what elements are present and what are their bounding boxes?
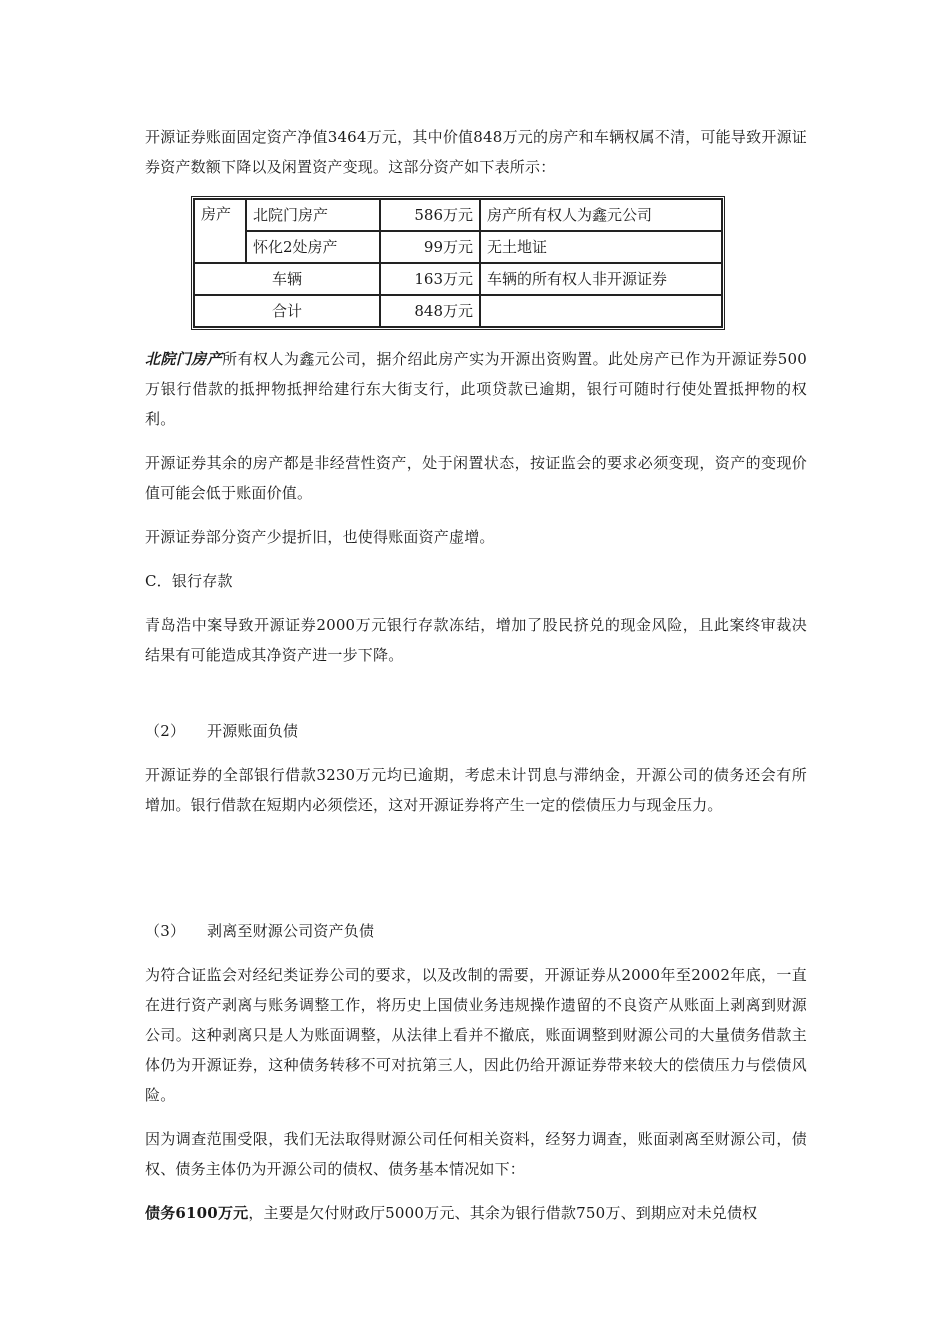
- table-row: [194, 263, 722, 295]
- paragraph-text: ，主要是欠付财政厅5000万元、其余为银行借款750万、到期应对未兑债权: [248, 1204, 758, 1222]
- total-label-cell: 合计: [194, 295, 380, 327]
- item-cell: 怀化2处房产: [246, 231, 380, 263]
- paragraph-scope-limited: 因为调查范围受限，我们无法取得财源公司任何相关资料，经努力调查，账面剥离至财源公司，债权、债务主体仍为开源公司的债权、债务基本情况如下：: [145, 1130, 807, 1178]
- heading-bank-deposits: C．银行存款: [145, 572, 233, 590]
- paragraph-depreciation: 开源证券部分资产少提折旧，也使得账面资产虚增。: [145, 528, 495, 546]
- paragraph-deposits-frozen: 青岛浩中案导致开源证券2000万元银行存款冻结，增加了股民挤兑的现金风险，且此案终审裁决结果有可能造成其净资产进一步下降。: [145, 616, 807, 664]
- item-cell: 车辆: [194, 263, 380, 295]
- section-number: （2）: [145, 722, 186, 740]
- section-title: 剥离至财源公司资产负债: [207, 922, 375, 940]
- paragraph-text: 所有权人为鑫元公司，据介绍此房产实为开源出资购置。此处房产已作为开源证券500万银行借款的抵押物抵押给建行东大街支行，此项贷款已逾期，银行可随时行使处置抵押物的权利。: [145, 350, 807, 428]
- note-cell: [480, 295, 722, 327]
- emphasis-lead: 北院门房产: [145, 350, 223, 368]
- section-heading-divested: [145, 916, 807, 946]
- table-row: [194, 295, 722, 327]
- paragraph-fixed-assets: 开源证券账面固定资产净值3464万元，其中价值848万元的房产和车辆权属不清，可能导致开源证券资产数额下降以及闲置资产变现。这部分资产如下表所示：: [145, 128, 807, 176]
- amount-cell: 586万元: [380, 199, 480, 231]
- section-heading-liabilities: [145, 716, 807, 746]
- assets-table: [191, 196, 725, 330]
- table-row: [194, 231, 722, 263]
- note-cell: 房产所有权人为鑫元公司: [480, 199, 722, 231]
- amount-cell: 99万元: [380, 231, 480, 263]
- category-cell: 房产: [194, 199, 246, 263]
- section-number: （3）: [145, 922, 186, 940]
- total-amount-cell: 848万元: [380, 295, 480, 327]
- paragraph-other-property: 开源证券其余的房产都是非经营性资产，处于闲置状态，按证监会的要求必须变现，资产的变现价值可能会低于账面价值。: [145, 454, 807, 502]
- item-cell: 北院门房产: [246, 199, 380, 231]
- amount-cell: 163万元: [380, 263, 480, 295]
- paragraph-debt: [145, 1198, 807, 1228]
- paragraph-divestiture: 为符合证监会对经纪类证券公司的要求，以及改制的需要，开源证券从2000年至2002年底，一直在进行资产剥离与账务调整工作，将历史上国债业务违规操作遗留的不良资产从账面上剥离到财源公司。这种剥离只是人为账面调整，从法律上看并不撤底，账面调整到财源公司的大量债务借款主体仍为开源证券，这种债务转移不可对抗第三人，因此仍给开源证券带来较大的偿债压力与偿债风险。: [145, 966, 807, 1104]
- note-cell: 车辆的所有权人非开源证券: [480, 263, 722, 295]
- paragraph-bank-loans: 开源证券的全部银行借款3230万元均已逾期，考虑未计罚息与滞纳金，开源公司的债务还会有所增加。银行借款在短期内必须偿还，这对开源证券将产生一定的偿债压力与现金压力。: [145, 766, 807, 814]
- document-page: [145, 122, 807, 1242]
- section-title: 开源账面负债: [207, 722, 299, 740]
- note-cell: 无土地证: [480, 231, 722, 263]
- emphasis-lead: 债务6100万元: [145, 1204, 249, 1222]
- table-row: [194, 199, 722, 231]
- paragraph-beiyuanmen: [145, 344, 807, 434]
